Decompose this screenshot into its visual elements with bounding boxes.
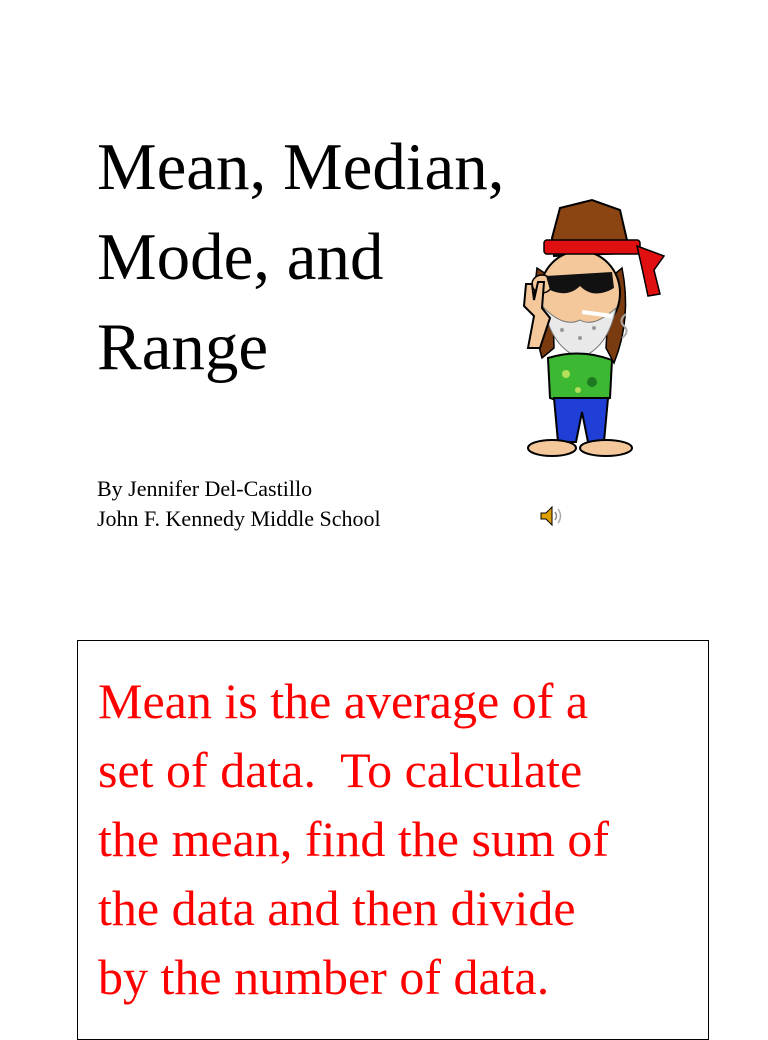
byline — [97, 474, 381, 534]
title-line-1: Mean, Median, — [97, 130, 505, 204]
definition-line-3: the mean, find the sum of — [98, 811, 609, 867]
definition-line-5: by the number of data. — [98, 949, 550, 1005]
definition-line-2: set of data. To calculate — [98, 742, 583, 798]
mean-definition — [98, 667, 698, 1012]
author-name: By Jennifer Del-Castillo — [97, 476, 313, 501]
definition-line-1: Mean is the average of a — [98, 673, 589, 729]
hippie-cartoon-icon — [482, 198, 672, 460]
definition-line-4: the data and then divide — [98, 880, 576, 936]
title-line-3: Range — [97, 310, 269, 384]
title-line-2: Mode, and — [97, 220, 384, 294]
definition-slide — [77, 640, 709, 1040]
school-name: John F. Kennedy Middle School — [97, 506, 381, 531]
speaker-icon[interactable] — [538, 503, 564, 529]
